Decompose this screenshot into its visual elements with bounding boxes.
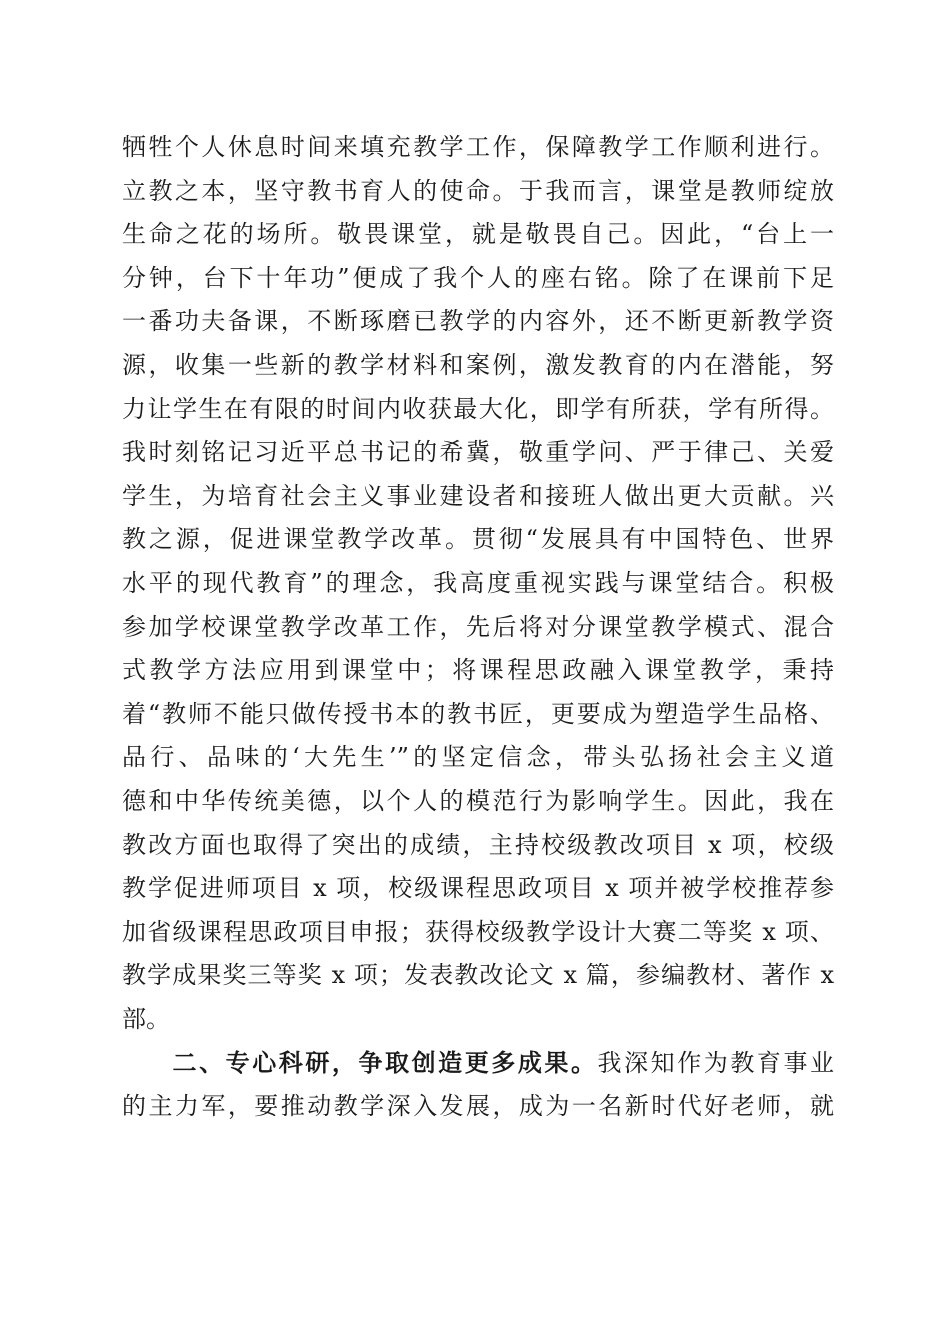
text-line: 部。 — [122, 1004, 170, 1033]
text-line: 力让学生在有限的时间内收获最大化，即学有所获，学有所得。 — [122, 394, 834, 423]
text-line: 式教学方法应用到课堂中；将课程思政融入课堂教学，秉持 — [122, 656, 834, 685]
text-line: 参加学校课堂教学改革工作，先后将对分课堂教学模式、混合 — [122, 612, 834, 641]
text-line: 着“教师不能只做传授书本的教书匠，更要成为塑造学生品格、 — [122, 699, 834, 728]
section-heading: 二、专心科研，争取创造更多成果。 — [170, 1047, 598, 1077]
text-line: 源，收集一些新的教学材料和案例，激发教育的内在潜能，努 — [122, 350, 834, 379]
text-line: 分钟，台下十年功”便成了我个人的座右铭。除了在课前下足 — [122, 263, 834, 292]
text-line: 的主力军，要推动教学深入发展，成为一名新时代好老师，就 — [122, 1092, 834, 1121]
text-line: 牺牲个人休息时间来填充教学工作，保障教学工作顺利进行。 — [122, 133, 834, 161]
text-line: 水平的现代教育”的理念，我高度重视实践与课堂结合。积极 — [122, 568, 834, 597]
text-line: 一番功夫备课，不断琢磨已教学的内容外，还不断更新教学资 — [122, 307, 834, 336]
text-line: 学生，为培育社会主义事业建设者和接班人做出更大贡献。兴 — [122, 481, 834, 510]
text-line: 品行、品味的‘大先生’”的坚定信念，带头弘扬社会主义道 — [122, 743, 834, 772]
text-line: 德和中华传统美德，以个人的模范行为影响学生。因此，我在 — [122, 786, 834, 815]
text-line: 教之源，促进课堂教学改革。贯彻“发展具有中国特色、世界 — [122, 525, 834, 554]
document-body — [122, 130, 834, 1133]
text-line: 教改方面也取得了突出的成绩，主持校级教改项目 x 项，校级 — [122, 830, 834, 859]
section-text: 我深知作为教育事业 — [597, 1048, 834, 1077]
text-line: 教学成果奖三等奖 x 项；发表教改论文 x 篇，参编教材、著作 x — [122, 961, 834, 990]
text-line: 立教之本，坚守教书育人的使命。于我而言，课堂是教师绽放 — [122, 176, 834, 205]
text-line: 教学促进师项目 x 项，校级课程思政项目 x 项并被学校推荐参 — [122, 874, 834, 903]
section-heading-line — [122, 1046, 834, 1080]
text-line: 加省级课程思政项目申报；获得校级教学设计大赛二等奖 x 项、 — [122, 917, 834, 946]
text-line: 我时刻铭记习近平总书记的希冀，敬重学问、严于律己、关爱 — [122, 438, 834, 467]
text-line: 生命之花的场所。敬畏课堂，就是敬畏自己。因此，“台上一 — [122, 220, 834, 249]
